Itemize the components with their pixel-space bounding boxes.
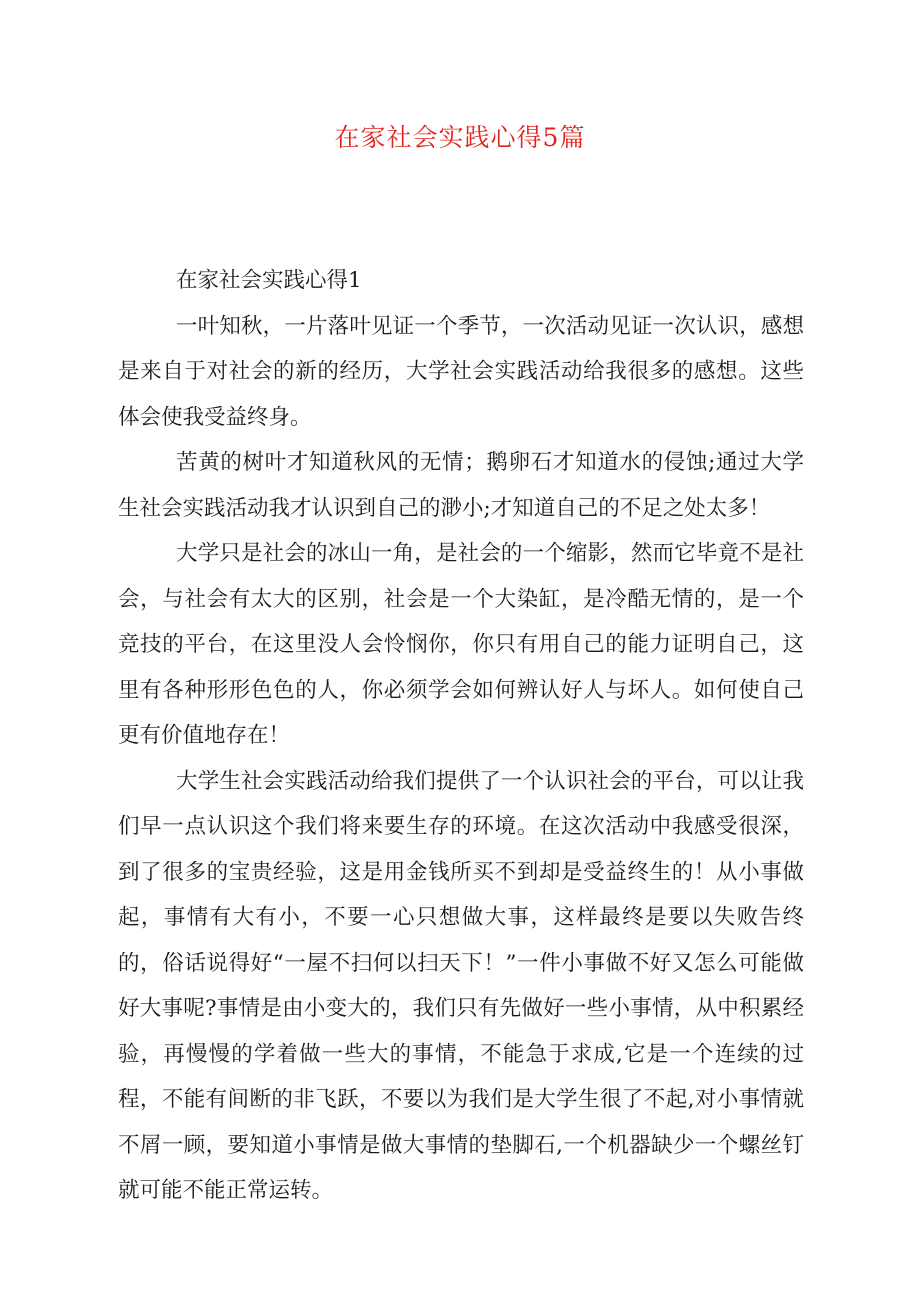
- paragraph-4: 大学生社会实践活动给我们提供了一个认识社会的平台，可以让我们早一点认识这个我们将来要生存的环境。在这次活动中我感受很深，到了很多的宝贵经验，这是用金钱所买不到却是受益终生的！从小事做起，事情有大有小，不要一心只想做大事，这样最终是要以失败告终的，俗话说得好“一屋不扫何以扫天下！”一件小事做不好又怎么可能做好大事呢?事情是由小变大的，我们只有先做好一些小事情，从中积累经验，再慢慢的学着做一些大的事情，不能急于求成,它是一个连续的过程，不能有间断的非飞跃，不要以为我们是大学生很了不起,对小事情就不屑一顾，要知道小事情是做大事情的垫脚石,一个机器缺少一个螺丝钉就可能不能正常运转。: [118, 768, 804, 1203]
- document-body: [118, 258, 804, 1214]
- paragraph-3: 大学只是社会的冰山一角，是社会的一个缩影，然而它毕竟不是社会，与社会有太大的区别，社会是一个大染缸，是冷酷无情的，是一个竞技的平台，在这里没人会怜悯你，你只有用自己的能力证明自己，这里有各种形形色色的人，你必须学会如何辨认好人与坏人。如何使自己更有价值地存在！: [118, 541, 804, 748]
- section-heading: 在家社会实践心得1: [176, 268, 362, 293]
- document-title: 在家社会实践心得5篇: [334, 123, 586, 152]
- paragraph-2: 苦黄的树叶才知道秋风的无情；鹅卵石才知道水的侵蚀;通过大学生社会实践活动我才认识到自己的渺小;才知道自己的不足之处太多！: [118, 450, 804, 521]
- paragraph-1: 一叶知秋，一片落叶见证一个季节，一次活动见证一次认识，感想是来自于对社会的新的经历，大学社会实践活动给我很多的感想。这些体会使我受益终身。: [118, 313, 804, 430]
